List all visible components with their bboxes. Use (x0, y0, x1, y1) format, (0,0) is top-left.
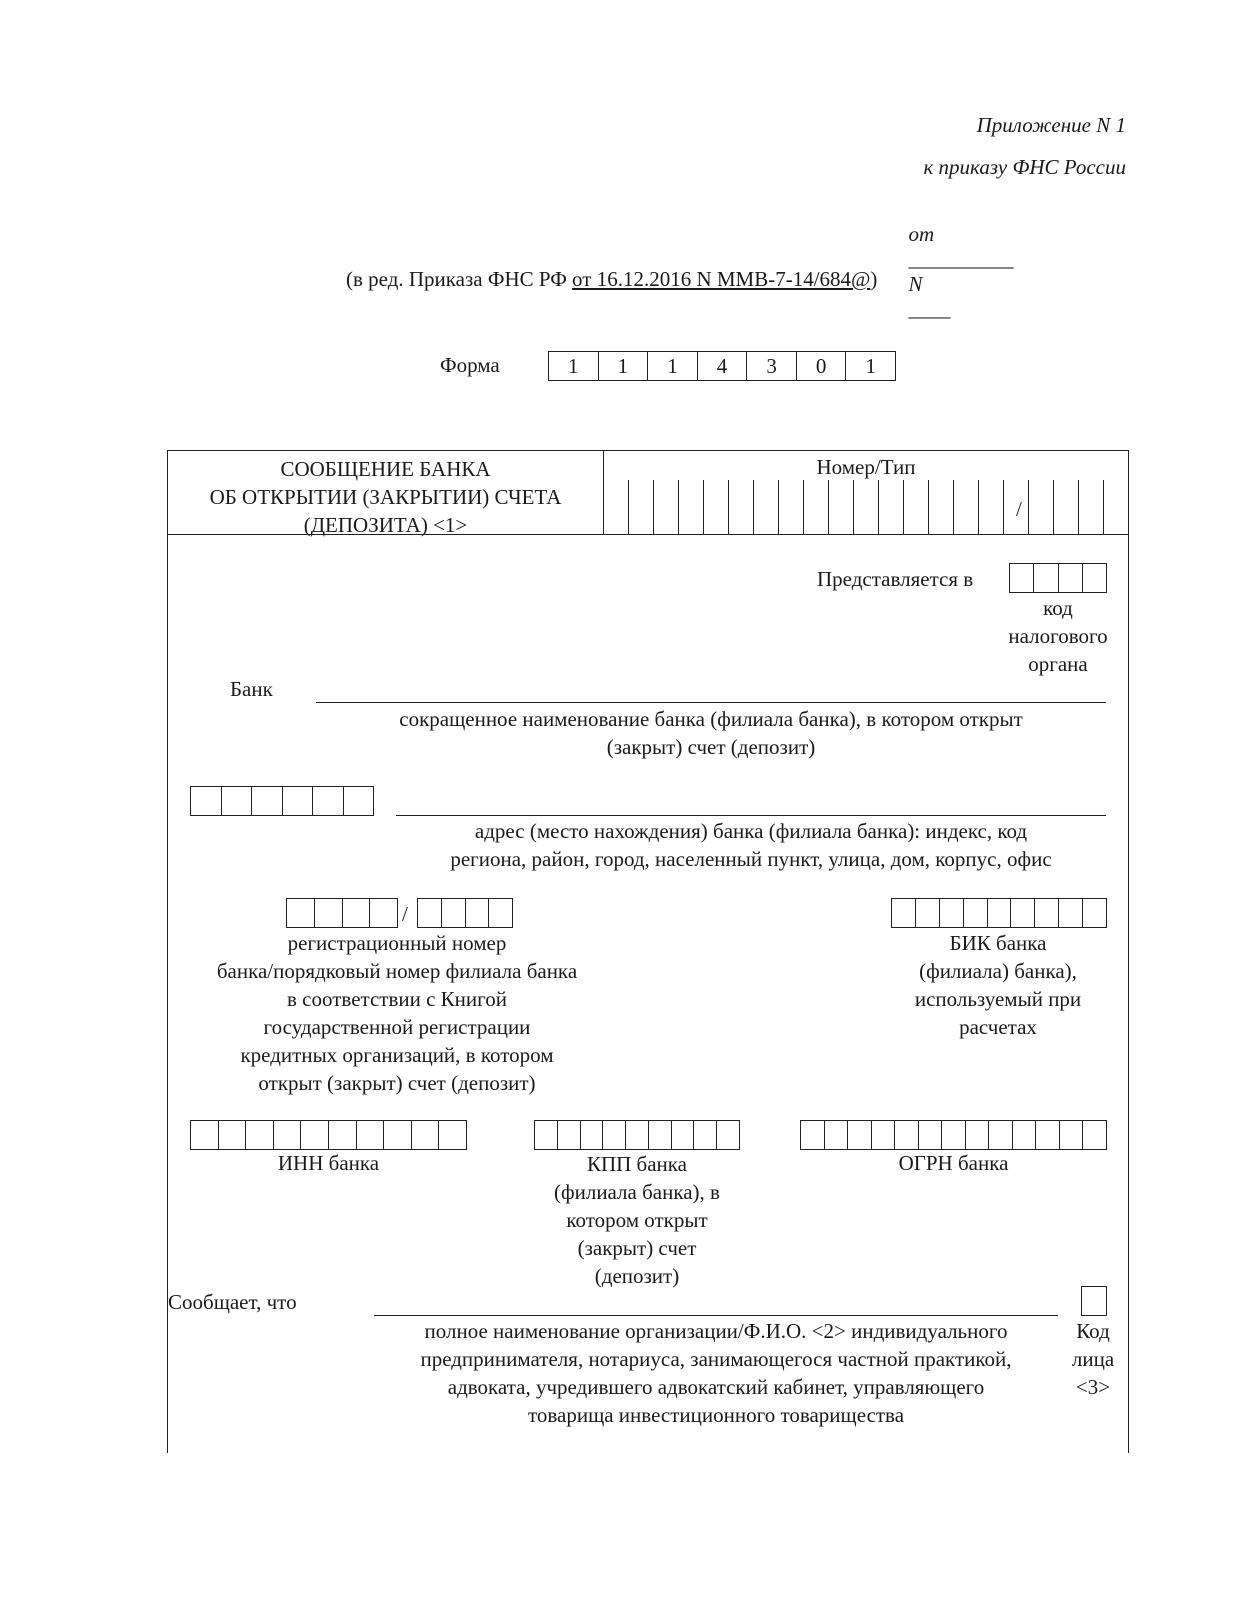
input-cell-divider (653, 480, 654, 534)
input-cell[interactable] (418, 899, 442, 927)
tax-authority-code-boxes[interactable] (1009, 563, 1107, 593)
input-cell[interactable] (1060, 1121, 1084, 1149)
caption-line: банка/порядковый номер филиала банка (216, 959, 578, 983)
tax-authority-code-caption (990, 594, 1126, 678)
input-cell[interactable] (942, 1121, 966, 1149)
bank-address-field[interactable] (396, 815, 1106, 816)
number-type-cells (603, 480, 1108, 534)
input-cell[interactable] (848, 1121, 872, 1149)
order-date-line (898, 197, 1014, 322)
input-cell[interactable] (940, 899, 964, 927)
input-cell[interactable] (717, 1121, 739, 1149)
caption-line: расчетах (959, 1015, 1037, 1039)
submitted-to-label: Представляется в (817, 567, 974, 591)
input-cell: 1 (865, 353, 876, 378)
input-cell[interactable] (343, 899, 371, 927)
bank-label: Банк (230, 677, 273, 701)
caption-line: кредитных организаций, в котором (240, 1043, 554, 1067)
input-cell[interactable] (301, 1121, 329, 1149)
input-cell: 1 (648, 352, 698, 380)
input-cell[interactable] (357, 1121, 385, 1149)
appendix-label: Приложение N 1 (976, 113, 1126, 137)
kpp-boxes[interactable] (534, 1120, 740, 1150)
postal-index-boxes[interactable] (190, 786, 374, 816)
bank-name-field[interactable] (316, 702, 1106, 703)
input-cell[interactable] (222, 787, 253, 815)
input-cell[interactable] (246, 1121, 274, 1149)
caption-line: региона, район, город, населенный пункт, улица, дом, корпус, офис (450, 847, 1052, 871)
frame-right-border (1128, 450, 1129, 1453)
input-cell[interactable] (626, 1121, 649, 1149)
document-title (168, 455, 603, 539)
input-cell: 0 (797, 352, 847, 380)
input-cell[interactable] (1083, 899, 1106, 927)
edition-prefix: (в ред. Приказа ФНС РФ (346, 267, 573, 291)
input-cell-divider (928, 480, 929, 534)
input-cell-divider (678, 480, 679, 534)
input-cell[interactable] (872, 1121, 896, 1149)
caption-line: адрес (место нахождения) банка (филиала банка): индекс, код (474, 819, 1028, 843)
input-cell[interactable] (466, 899, 490, 927)
input-cell[interactable] (895, 1121, 919, 1149)
input-cell[interactable] (919, 1121, 943, 1149)
person-code-box[interactable] (1081, 1286, 1107, 1316)
input-cell[interactable] (191, 1121, 219, 1149)
order-reference: к приказу ФНС России (923, 155, 1126, 179)
input-cell[interactable] (252, 787, 283, 815)
input-cell[interactable] (1036, 1121, 1060, 1149)
input-cell[interactable] (412, 1121, 440, 1149)
input-cell: 4 (698, 352, 748, 380)
input-cell: 1 (549, 352, 599, 380)
inn-caption: ИНН банка (277, 1151, 380, 1175)
registration-slash: / (402, 902, 408, 926)
input-cell-divider (703, 480, 704, 534)
edition-link[interactable]: от 16.12.2016 N ММВ-7-14/684@ (572, 267, 871, 291)
caption-line: в соответствии с Книгой (287, 987, 507, 1011)
ogrn-boxes[interactable] (800, 1120, 1107, 1150)
caption-line: предпринимателя, нотариуса, занимающегося частной практикой, (420, 1347, 1012, 1371)
caption-line: государственной регистрации (263, 1015, 531, 1039)
input-cell[interactable] (274, 1121, 302, 1149)
client-name-caption (366, 1317, 1066, 1429)
caption-line: открыт (закрыт) счет (депозит) (258, 1071, 536, 1095)
input-cell-divider (803, 480, 804, 534)
input-cell[interactable] (329, 1121, 357, 1149)
caption-line: (закрыт) счет (577, 1236, 697, 1260)
input-cell[interactable] (1013, 1121, 1037, 1149)
input-cell[interactable] (439, 1121, 466, 1149)
number-blank: ____ (908, 297, 951, 321)
kpp-caption (520, 1150, 754, 1290)
bank-address-caption (396, 817, 1106, 873)
caption-line: (закрыт) счет (депозит) (606, 735, 816, 759)
input-cell[interactable] (1083, 1121, 1106, 1149)
caption-line: полное наименование организации/Ф.И.О. <2> индивидуального (424, 1319, 1008, 1343)
input-cell[interactable] (581, 1121, 604, 1149)
input-cell-divider (1003, 480, 1004, 534)
input-cell[interactable] (672, 1121, 695, 1149)
input-cell[interactable] (1011, 899, 1035, 927)
input-cell[interactable] (283, 787, 314, 815)
input-cell[interactable] (1034, 564, 1058, 592)
input-cell[interactable] (801, 1121, 825, 1149)
title-line-1: СООБЩЕНИЕ БАНКА (280, 457, 491, 481)
input-cell[interactable] (1082, 1287, 1106, 1315)
input-cell-divider (978, 480, 979, 534)
caption-line: лица (1071, 1347, 1115, 1371)
caption-line: органа (1028, 652, 1088, 676)
input-cell-divider (753, 480, 754, 534)
input-cell-divider (1078, 480, 1079, 534)
input-cell[interactable] (649, 1121, 672, 1149)
input-cell-divider (903, 480, 904, 534)
caption-line: сокращенное наименование банка (филиала банка), в котором открыт (399, 707, 1023, 731)
input-cell[interactable] (370, 899, 397, 927)
input-cell-divider (1053, 480, 1054, 534)
input-cell-divider (953, 480, 954, 534)
input-cell-divider (603, 480, 604, 534)
branch-number-boxes[interactable] (417, 898, 513, 928)
caption-line: налогового (1008, 624, 1108, 648)
input-cell[interactable] (1059, 564, 1083, 592)
title-line-3: (ДЕПОЗИТА) <1> (303, 513, 468, 537)
input-cell-divider (1028, 480, 1029, 534)
caption-line: адвоката, учредившего адвокатский кабинет, управляющего (447, 1375, 985, 1399)
caption-line: (депозит) (594, 1264, 680, 1288)
date-blank: __________ (908, 247, 1014, 271)
inn-boxes[interactable] (190, 1120, 467, 1150)
caption-line: (филиала банка), в (554, 1180, 720, 1204)
input-cell-divider (853, 480, 854, 534)
caption-line: товарища инвестиционного товарищества (527, 1403, 905, 1427)
number-prefix: N (908, 272, 923, 296)
input-cell: 3 (747, 352, 797, 380)
input-cell[interactable] (313, 787, 344, 815)
person-code-caption (1062, 1317, 1124, 1401)
form-code-boxes (548, 351, 896, 381)
input-cell[interactable] (535, 1121, 558, 1149)
form-label: Форма (440, 353, 500, 377)
caption-line: котором открыт (566, 1208, 708, 1232)
input-cell[interactable] (384, 1121, 412, 1149)
input-cell[interactable] (988, 899, 1012, 927)
input-cell-divider (828, 480, 829, 534)
edition-suffix: ) (870, 267, 878, 291)
input-cell: 1 (599, 352, 649, 380)
bank-name-caption (316, 705, 1106, 761)
caption-line: Код (1076, 1319, 1110, 1343)
input-cell[interactable] (694, 1121, 717, 1149)
input-cell-divider (778, 480, 779, 534)
input-cell[interactable] (287, 899, 315, 927)
registration-caption (175, 929, 619, 1097)
edition-note (346, 267, 877, 292)
number-type-label: Номер/Тип (816, 455, 916, 479)
input-cell-divider (728, 480, 729, 534)
registration-number-boxes[interactable] (286, 898, 398, 928)
bik-boxes[interactable] (891, 898, 1107, 928)
input-cell-divider (628, 480, 629, 534)
number-type-slash: / (1016, 497, 1022, 521)
frame-top-border (167, 450, 1129, 451)
input-cell[interactable] (344, 787, 374, 815)
caption-line: используемый при (914, 987, 1082, 1011)
input-cell[interactable] (489, 899, 512, 927)
input-cell-divider (1103, 480, 1104, 534)
input-cell[interactable] (219, 1121, 247, 1149)
input-cell[interactable] (442, 899, 466, 927)
input-cell[interactable] (1059, 899, 1083, 927)
input-cell[interactable] (964, 899, 988, 927)
caption-line: КПП банка (586, 1152, 688, 1176)
input-cell[interactable] (191, 787, 222, 815)
ogrn-caption: ОГРН банка (898, 1151, 1009, 1175)
bik-caption (880, 929, 1116, 1041)
caption-line: код (1043, 596, 1073, 620)
client-name-field[interactable] (374, 1315, 1058, 1316)
reports-label: Сообщает, что (168, 1290, 297, 1314)
title-line-2: ОБ ОТКРЫТИИ (ЗАКРЫТИИ) СЧЕТА (209, 485, 562, 509)
input-cell[interactable] (989, 1121, 1013, 1149)
input-cell[interactable] (1010, 564, 1034, 592)
input-cell[interactable] (1035, 899, 1059, 927)
caption-line: <3> (1075, 1375, 1111, 1399)
date-prefix: от (908, 222, 935, 246)
caption-line: (филиала) банка), (919, 959, 1077, 983)
input-cell[interactable] (1083, 564, 1106, 592)
caption-line: БИК банка (949, 931, 1047, 955)
caption-line: регистрационный номер (287, 931, 507, 955)
input-cell[interactable] (892, 899, 916, 927)
input-cell[interactable] (825, 1121, 849, 1149)
input-cell[interactable] (966, 1121, 990, 1149)
input-cell-divider (878, 480, 879, 534)
input-cell[interactable] (916, 899, 940, 927)
input-cell[interactable] (315, 899, 343, 927)
input-cell[interactable] (558, 1121, 581, 1149)
input-cell[interactable] (603, 1121, 626, 1149)
